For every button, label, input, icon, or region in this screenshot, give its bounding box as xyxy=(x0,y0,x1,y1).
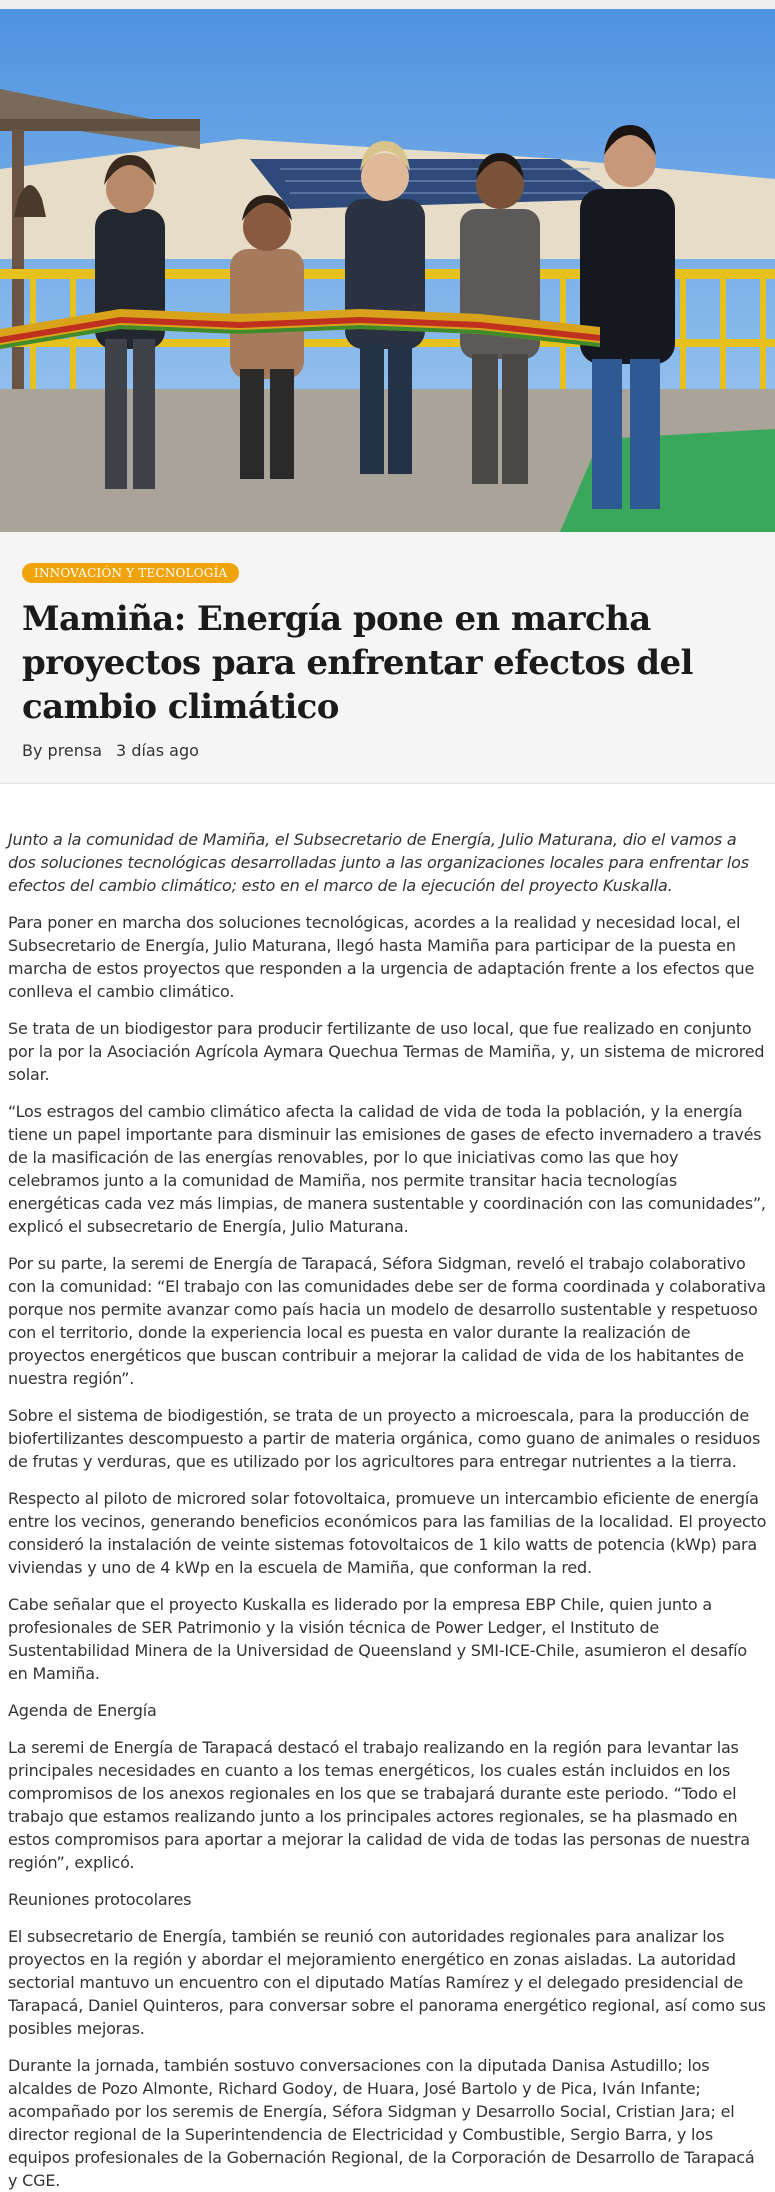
hero-photo xyxy=(0,9,775,532)
paragraph-10: Durante la jornada, también sostuvo conversaciones con la diputada Danisa Astudillo; los alcaldes de Pozo Almonte, Richard Godoy, de Huara, José Bartolo y de Pica, Iván Infante; acompañado por los seremis de Energía, Séfora Sidgman y Desarrollo Social, Cristian Jara; el director regional de la Superintendencia de Electricidad y Combustible, Sergio Barra, y los equipos profesionales de la Gobernación Regional, de la Corporación de Desarrollo de Tarapacá y CGE. xyxy=(8,2056,755,2190)
paragraph-1: Para poner en marcha dos soluciones tecnológicas, acordes a la realidad y necesidad local, el Subsecretario de Energía, Julio Maturana, llegó hasta Mamiña para participar de la puesta en marcha de estos proyectos que responden a la urgencia de adaptación frente a los efectos que conlleva el cambio climático. xyxy=(8,913,755,1001)
article-body xyxy=(0,784,775,2192)
paragraph-4: Por su parte, la seremi de Energía de Tarapacá, Séfora Sidgman, reveló el trabajo colaborativo con la comunidad: “El trabajo con las comunidades debe ser de forma coordinada y colaborativa porque nos permite avanzar como país hacia un modelo de desarrollo sustentable y respetuoso con el territorio, donde la experiencia local es puesta en valor durante la realización de proyectos energéticos que buscan contribuir a mejorar la calidad de vida de los habitantes de nuestra región”. xyxy=(8,1254,766,1388)
photo-ribbon-cutting-icon xyxy=(0,9,775,532)
paragraph-7: Cabe señalar que el proyecto Kuskalla es liderado por la empresa EBP Chile, quien junto a profesionales de SER Patrimonio y la visión técnica de Power Ledger, el Instituto de Sustentabilidad Minera de la Universidad de Queensland y SMI-ICE-Chile, asumieron el desafío en Mamiña. xyxy=(8,1595,747,1683)
article-lead: Junto a la comunidad de Mamiña, el Subsecretario de Energía, Julio Maturana, dio el vamos a dos soluciones tecnológicas desarrolladas junto a las organizaciones locales para enfrentar los efectos del cambio climático; esto en el marco de la ejecución del proyecto Kuskalla. xyxy=(8,830,749,895)
paragraph-8: La seremi de Energía de Tarapacá destacó el trabajo realizando en la región para levantar las principales necesidades en cuanto a los temas energéticos, los cuales están incluidos en los compromisos de los anexos regionales en los que se trabajará durante este periodo. “Todo el trabajo que estamos realizando junto a los principales actores regionales, se ha plasmado en estos compromisos para aportar a mejorar la calidad de vida de todas las personas de nuestra región”, explicó. xyxy=(8,1738,750,1872)
top-bar xyxy=(0,0,775,9)
paragraph-3: “Los estragos del cambio climático afecta la calidad de vida de toda la población, y la energía tiene un papel importante para disminuir las emisiones de gases de efecto invernadero a través de la masificación de las energías renovables, por lo que iniciativas como las que hoy celebramos junto a la comunidad de Mamiña, nos permite transitar hacia tecnologías energéticas cada vez más limpias, de manera sustentable y coordinación con las comunidades”, explicó el subsecretario de Energía, Julio Maturana. xyxy=(8,1102,766,1236)
paragraph-6: Respecto al piloto de microred solar fotovoltaica, promueve un intercambio eficiente de energía entre los vecinos, generando beneficios económicos para las familias de la localidad. El proyecto consideró la instalación de veinte sistemas fotovoltaicos de 1 kilo watts de potencia (kWp) para viviendas y uno de 4 kWp en la escuela de Mamiña, que conforman la red. xyxy=(8,1489,767,1577)
section-heading-reuniones: Reuniones protocolares xyxy=(8,1890,192,1909)
paragraph-5: Sobre el sistema de biodigestión, se trata de un proyecto a microescala, para la producción de biofertilizantes descompuesto a partir de materia orgánica, como guano de animales o residuos de frutas y verduras, que es utilizado por los agricultores para entregar nutrientes a la tierra. xyxy=(8,1406,761,1471)
paragraph-9: El subsecretario de Energía, también se reunió con autoridades regionales para analizar los proyectos en la región y abordar el mejoramiento energético en zonas aisladas. La autoridad sectorial mantuvo un encuentro con el diputado Matías Ramírez y el delegado presidencial de Tarapacá, Daniel Quinteros, para conversar sobre el panorama energético regional, así como sus posibles mejoras. xyxy=(8,1927,766,2038)
section-heading-agenda: Agenda de Energía xyxy=(8,1701,157,1720)
author-link[interactable]: By prensa xyxy=(22,741,103,760)
article-meta xyxy=(22,741,753,760)
paragraph-2: Se trata de un biodigestor para producir fertilizante de uso local, que fue realizado en conjunto por la por la Asociación Agrícola Aymara Quechua Termas de Mamiña, y, un sistema de microred solar. xyxy=(8,1019,765,1084)
article-header xyxy=(0,532,775,784)
page-title: Mamiña: Energía pone en marcha proyectos para enfrentar efectos del cambio climático xyxy=(22,599,693,727)
post-date: 3 días ago xyxy=(116,741,199,760)
category-badge[interactable]: INNOVACIÓN Y TECNOLOGÍA xyxy=(22,563,239,583)
